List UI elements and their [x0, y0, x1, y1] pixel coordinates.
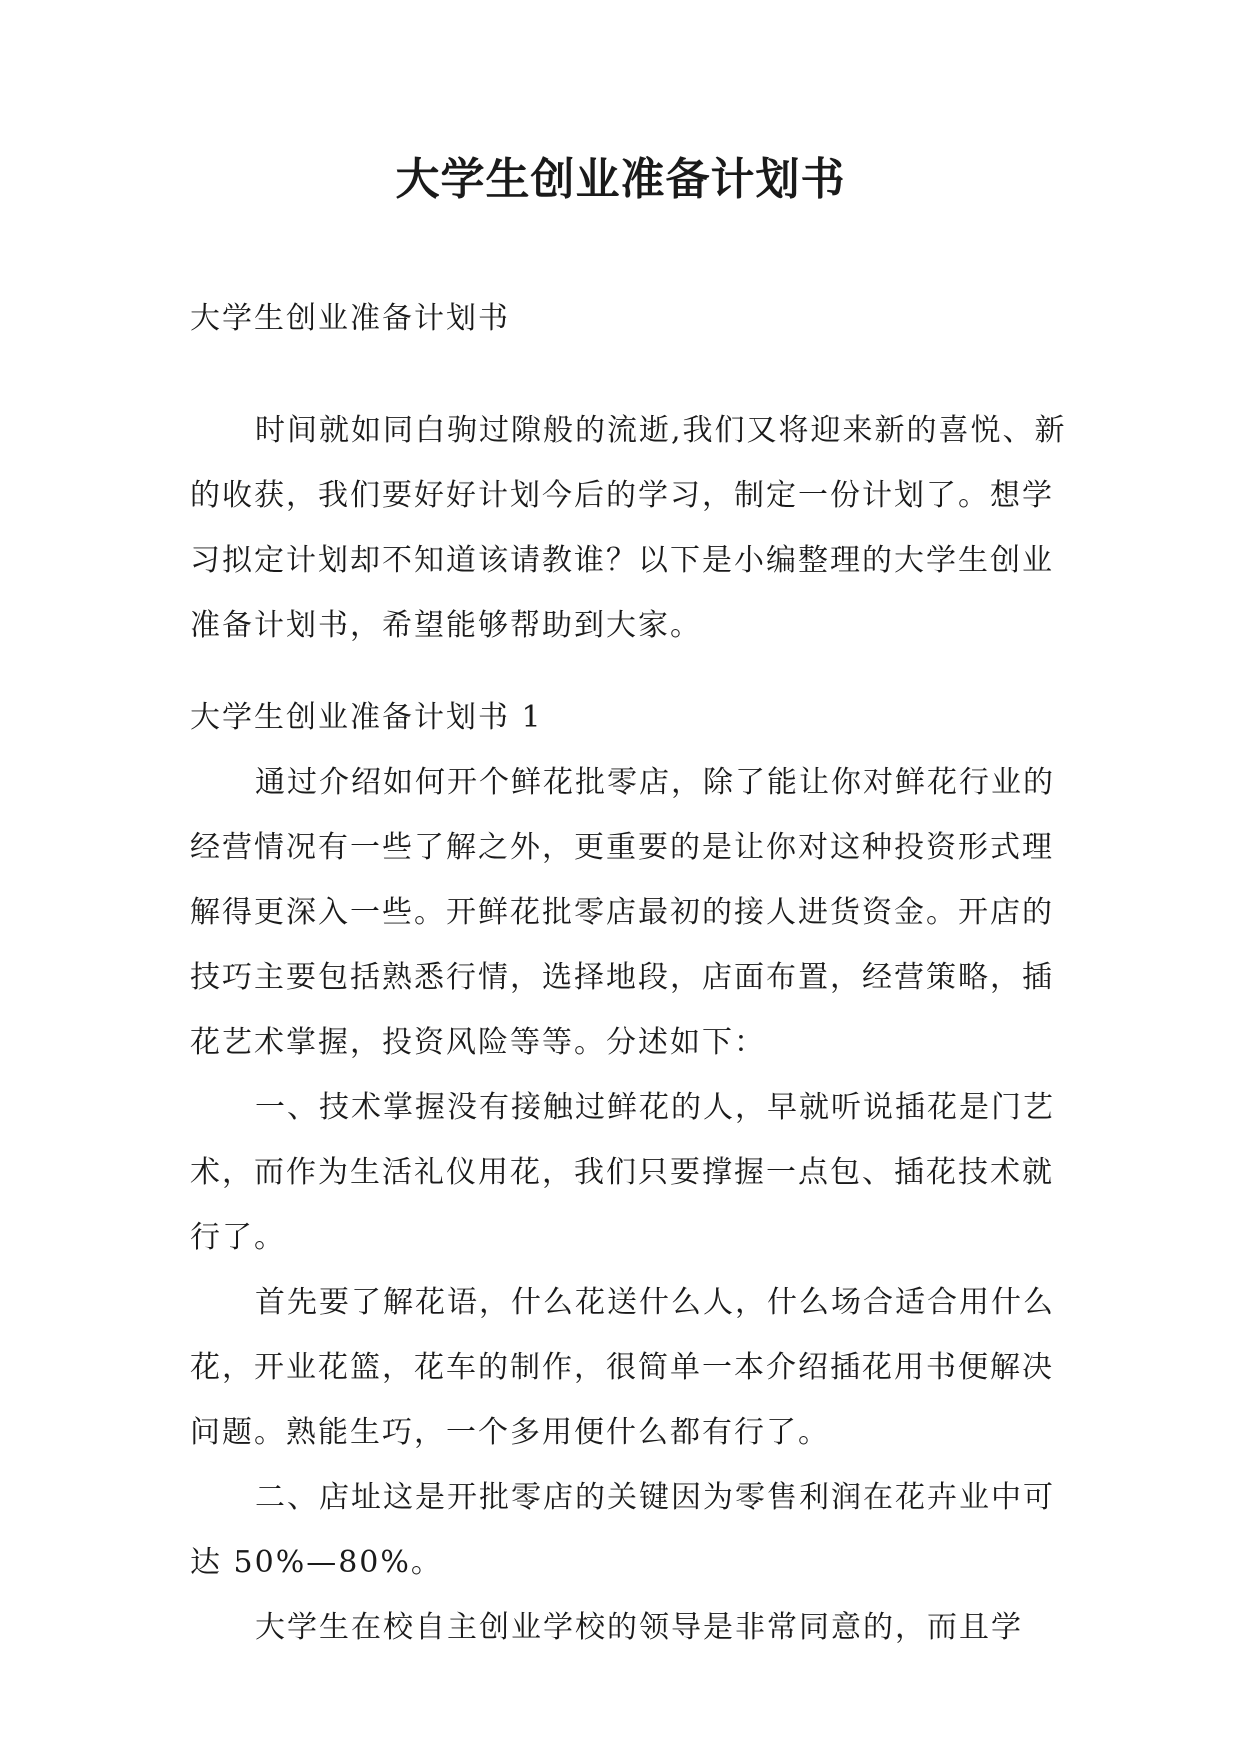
section-1 [190, 685, 1070, 1660]
document-subtitle: 大学生创业准备计划书 [190, 301, 510, 336]
paragraph: 一、技术掌握没有接触过鲜花的人，早就听说插花是门艺术，而作为生活礼仪用花，我们只要撑握一点包、插花技术就行了。 [190, 1090, 1055, 1255]
document-title: 大学生创业准备计划书 [395, 154, 846, 205]
section-heading: 大学生创业准备计划书 1 [190, 700, 543, 735]
paragraph: 首先要了解花语，什么花送什么人，什么场合适合用什么花，开业花篮，花车的制作，很简单一本介绍插花用书便解决问题。熟能生巧，一个多用便什么都有行了。 [190, 1285, 1055, 1450]
intro-text: 时间就如同白驹过隙般的流逝,我们又将迎来新的喜悦、新的收获，我们要好好计划今后的学习，制定一份计划了。想学习拟定计划却不知道该请教谁？以下是小编整理的大学生创业准备计划书，希望能够帮助到大家。 [190, 413, 1067, 643]
paragraph: 通过介绍如何开个鲜花批零店，除了能让你对鲜花行业的经营情况有一些了解之外，更重要的是让你对这种投资形式理解得更深入一些。开鲜花批零店最初的接人进货资金。开店的技巧主要包括熟悉行情，选择地段，店面布置，经营策略，插花艺术掌握，投资风险等等。分述如下： [190, 765, 1055, 1060]
intro-paragraph [190, 398, 1070, 658]
paragraph: 二、店址这是开批零店的关键因为零售利润在花卉业中可达 50%—80%。 [190, 1480, 1055, 1580]
paragraph: 大学生在校自主创业学校的领导是非常同意的，而且学 [255, 1610, 1023, 1645]
